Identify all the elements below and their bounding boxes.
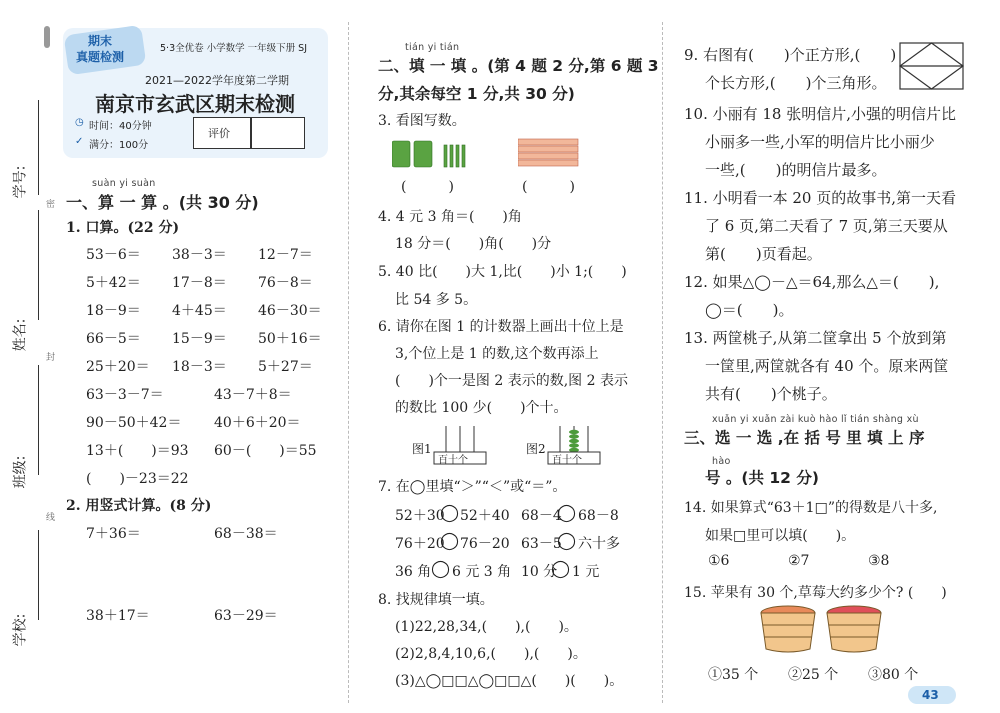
seal-xian: 线 bbox=[46, 513, 56, 523]
section2-title: 二、填 一 填 。(第 4 题 2 分,第 6 题 3 bbox=[378, 57, 659, 75]
question-8: 8. 找规律填一填。 bbox=[378, 592, 494, 608]
series-label: 5·3全优卷 小学数学 一年级下册 SJ bbox=[160, 43, 307, 54]
section3-pinyin-2: hào bbox=[712, 456, 731, 467]
answer-blank[interactable]: ( ) bbox=[401, 179, 454, 195]
compare-left: 76＋20 bbox=[395, 536, 445, 552]
compare-circle[interactable]: ◯ bbox=[440, 531, 460, 551]
oral-item: 40＋6＋20＝ bbox=[214, 415, 301, 431]
section2-title-cont: 分,其余每空 1 分,共 30 分) bbox=[378, 85, 575, 103]
compare-circle[interactable]: ◯ bbox=[557, 503, 577, 523]
question-1: 1. 口算。(22 分) bbox=[66, 220, 180, 236]
option-2[interactable]: ②25 个 bbox=[788, 667, 839, 683]
score-label: 满分：100分 bbox=[89, 140, 149, 151]
question-6-line: ( )个一是图 2 表示的数,图 2 表示 bbox=[395, 373, 628, 389]
compare-left: 63－5 bbox=[521, 536, 562, 552]
compare-circle[interactable]: ◯ bbox=[431, 559, 451, 579]
question-11-line: 第( )页看起。 bbox=[705, 245, 822, 263]
question-9: 9. 右图有( )个正方形,( ) bbox=[684, 46, 897, 64]
question-10-line: 小丽多一些,小军的明信片比小丽少 bbox=[705, 133, 935, 151]
seal-feng: 封 bbox=[46, 353, 56, 363]
question-12-line: ◯＝( )。 bbox=[705, 301, 794, 319]
question-7: 7. 在◯里填“＞”“＜”或“＝”。 bbox=[378, 479, 567, 495]
abacus-label: 百十个 bbox=[552, 455, 582, 466]
compare-right: 68－8 bbox=[578, 508, 619, 524]
seal-mi: 密 bbox=[46, 200, 56, 210]
compare-right: 6 元 3 角 bbox=[452, 564, 512, 580]
question-5: 5. 40 比( )大 1,比( )小 1;( ) bbox=[378, 264, 627, 280]
oral-item: 4＋45＝ bbox=[172, 303, 227, 319]
question-10: 10. 小丽有 18 张明信片,小强的明信片比 bbox=[684, 105, 957, 123]
oral-item: 46－30＝ bbox=[258, 303, 322, 319]
figure1-label: 图1 bbox=[412, 442, 432, 456]
check-icon: ✓ bbox=[75, 136, 84, 147]
oral-item: 50＋16＝ bbox=[258, 331, 322, 347]
abacus-label: 百十个 bbox=[438, 455, 468, 466]
compare-circle[interactable]: ◯ bbox=[440, 503, 460, 523]
question-11: 11. 小明看一本 20 页的故事书,第一天看 bbox=[684, 189, 957, 207]
blocks-figure bbox=[518, 137, 588, 173]
school-label: 学校: bbox=[12, 613, 29, 647]
pattern-row: (2)2,8,4,10,6,( ),( )。 bbox=[395, 646, 587, 662]
question-5b: 比 54 多 5。 bbox=[395, 292, 478, 308]
section3-title: 三、选 一 选 ,在 括 号 里 填 上 序 bbox=[684, 429, 925, 447]
question-4: 4. 4 元 3 角＝( )角 bbox=[378, 209, 522, 225]
vertical-calc-item: 7＋36＝ bbox=[86, 526, 141, 542]
question-6-line: 的数比 100 少( )个十。 bbox=[395, 400, 568, 416]
question-4b: 18 分＝( )角( )分 bbox=[395, 236, 552, 252]
evaluation-label: 评价 bbox=[208, 127, 230, 140]
section3-pinyin: xuǎn yi xuǎn zài kuò hào lǐ tián shàng xù bbox=[712, 414, 919, 425]
question-13: 13. 两筐桃子,从第二筐拿出 5 个放到第 bbox=[684, 329, 947, 347]
column-divider bbox=[662, 22, 663, 703]
oral-item: 63－3－7＝ bbox=[86, 387, 164, 403]
compare-left: 10 分 bbox=[521, 564, 558, 580]
option-3[interactable]: ③80 个 bbox=[868, 667, 919, 683]
option-1[interactable]: ①35 个 bbox=[708, 667, 759, 683]
compare-circle[interactable]: ◯ bbox=[557, 531, 577, 551]
question-9-line: 个长方形,( )个三角形。 bbox=[705, 74, 887, 92]
question-11-line: 了 6 页,第二天看了 7 页,第三天要从 bbox=[705, 217, 948, 235]
badge-line1: 期末 bbox=[88, 34, 113, 48]
oral-item: 18－3＝ bbox=[172, 359, 227, 375]
compare-circle[interactable]: ◯ bbox=[551, 559, 571, 579]
oral-item: 5＋27＝ bbox=[258, 359, 313, 375]
time-label: 时间：40分钟 bbox=[89, 121, 152, 132]
name-label: 姓名: bbox=[12, 318, 29, 352]
question-13-line: 一筐里,两筐就各有 40 个。原来两筐 bbox=[705, 357, 949, 375]
section2-pinyin: tián yi tián bbox=[405, 42, 460, 53]
question-13-line: 共有( )个桃子。 bbox=[705, 385, 837, 403]
section3-title-cont: 号 。(共 12 分) bbox=[705, 469, 819, 487]
option-3[interactable]: ③8 bbox=[868, 553, 890, 569]
bundled-sticks-figure bbox=[392, 137, 482, 173]
answer-blank[interactable]: ( ) bbox=[522, 179, 575, 195]
oral-item: 76－8＝ bbox=[258, 275, 313, 291]
clock-icon: ◷ bbox=[75, 117, 84, 128]
page-title: 南京市玄武区期末检测 bbox=[95, 92, 295, 116]
oral-item: 90－50＋42＝ bbox=[86, 415, 182, 431]
oral-item: 53－6＝ bbox=[86, 247, 141, 263]
compare-left: 68－4 bbox=[521, 508, 562, 524]
oral-item: 18－9＝ bbox=[86, 303, 141, 319]
pattern-row: (1)22,28,34,( ),( )。 bbox=[395, 619, 578, 635]
oral-item: 25＋20＝ bbox=[86, 359, 150, 375]
question-14-line: 如果□里可以填( )。 bbox=[705, 528, 856, 544]
compare-left: 36 角 bbox=[395, 564, 432, 580]
section1-pinyin: suàn yi suàn bbox=[92, 178, 156, 189]
question-6-line: 3,个位上是 1 的数,这个数再添上 bbox=[395, 346, 599, 362]
class-label: 班级: bbox=[12, 455, 29, 489]
oral-item: ( )－23＝22 bbox=[86, 471, 189, 487]
fruit-baskets-figure bbox=[758, 603, 884, 655]
question-14: 14. 如果算式“63＋1□”的得数是八十多, bbox=[684, 500, 938, 516]
column-divider bbox=[348, 22, 349, 703]
oral-item: 43－7＋8＝ bbox=[214, 387, 292, 403]
page-number: 43 bbox=[922, 688, 939, 702]
oral-item: 38－3＝ bbox=[172, 247, 227, 263]
vertical-calc-item: 63－29＝ bbox=[214, 608, 278, 624]
question-12: 12. 如果△◯－△＝64,那么△＝( ), bbox=[684, 273, 940, 291]
question-15: 15. 苹果有 30 个,草莓大约多少个? ( ) bbox=[684, 585, 947, 601]
oral-item: 60－( )＝55 bbox=[214, 443, 317, 459]
binding-strip bbox=[0, 0, 58, 713]
section1-title: 一、算 一 算 。(共 30 分) bbox=[66, 193, 259, 212]
figure2-label: 图2 bbox=[526, 442, 546, 456]
compare-right: 1 元 bbox=[572, 564, 600, 580]
option-2[interactable]: ②7 bbox=[788, 553, 810, 569]
student-number-label: 学号: bbox=[12, 165, 29, 199]
compare-right: 六十多 bbox=[578, 536, 620, 552]
oral-item: 12－7＝ bbox=[258, 247, 313, 263]
term-label: 2021—2022学年度第二学期 bbox=[145, 74, 289, 87]
vertical-calc-item: 68－38＝ bbox=[214, 526, 278, 542]
oral-item: 66－5＝ bbox=[86, 331, 141, 347]
oral-item: 13＋( )＝93 bbox=[86, 443, 189, 459]
vertical-calc-item: 38＋17＝ bbox=[86, 608, 150, 624]
question-6: 6. 请你在图 1 的计数器上画出十位上是 bbox=[378, 319, 624, 335]
question-2: 2. 用竖式计算。(8 分) bbox=[66, 498, 212, 514]
question-10-line: 一些,( )的明信片最多。 bbox=[705, 161, 887, 179]
oral-item: 5＋42＝ bbox=[86, 275, 141, 291]
question-3: 3. 看图写数。 bbox=[378, 113, 466, 129]
compare-right: 52＋40 bbox=[460, 508, 510, 524]
badge-line2: 真题检测 bbox=[76, 50, 125, 64]
oral-item: 17－8＝ bbox=[172, 275, 227, 291]
pattern-row: (3)△◯□□△◯□□△( )( )。 bbox=[395, 673, 624, 689]
oral-item: 15－9＝ bbox=[172, 331, 227, 347]
compare-left: 52＋30 bbox=[395, 508, 445, 524]
shape-figure bbox=[899, 42, 965, 92]
rocket-icon bbox=[44, 26, 50, 48]
option-1[interactable]: ①6 bbox=[708, 553, 730, 569]
compare-right: 76－20 bbox=[460, 536, 510, 552]
